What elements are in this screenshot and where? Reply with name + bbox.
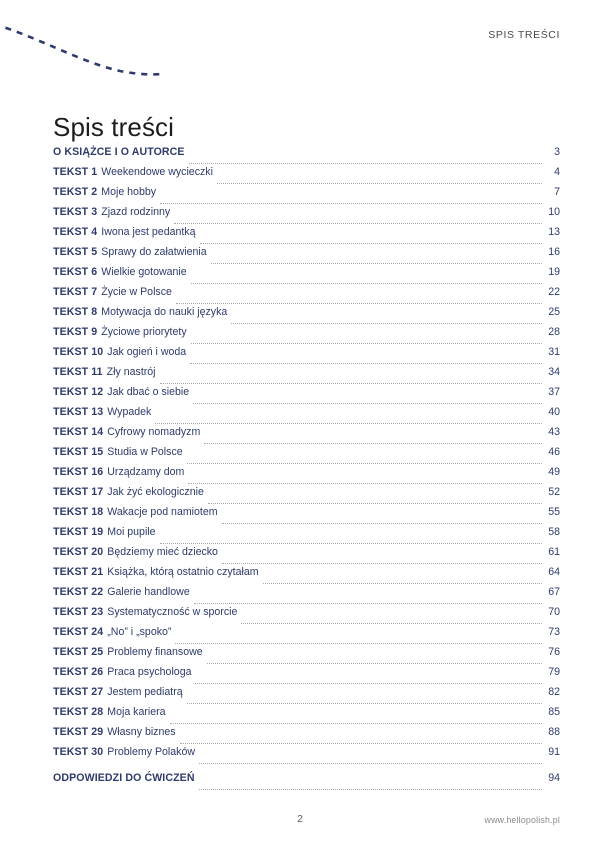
toc-entry-label: TEKST 10 — [53, 346, 104, 358]
toc-entry-title: Zjazd rodzinny — [101, 206, 171, 218]
toc-entry[interactable] — [53, 466, 560, 486]
toc-dot-leader — [180, 742, 542, 744]
toc-entry-page-number: 37 — [548, 386, 560, 398]
footer-website: www.hellopolish.pl — [484, 815, 560, 825]
toc-entry-label: TEKST 1 — [53, 166, 98, 178]
toc-dot-leader — [187, 462, 542, 464]
toc-entry-label: TEKST 17 — [53, 486, 104, 498]
toc-entry[interactable] — [53, 166, 560, 186]
toc-entry-label: TEKST 12 — [53, 386, 104, 398]
toc-dot-leader — [194, 602, 542, 604]
toc-entry[interactable] — [53, 226, 560, 246]
toc-entry-title: Moja kariera — [107, 706, 166, 718]
toc-entry-label: TEKST 22 — [53, 586, 104, 598]
toc-entry-title: Systematyczność w sporcie — [107, 606, 238, 618]
toc-dot-leader — [160, 382, 542, 384]
toc-dot-leader — [222, 522, 542, 524]
toc-entry-label: TEKST 26 — [53, 666, 104, 678]
toc-entry-page-number: 3 — [554, 146, 560, 158]
toc-entry-label: TEKST 29 — [53, 726, 104, 738]
toc-entry[interactable] — [53, 266, 560, 286]
toc-entry[interactable] — [53, 726, 560, 746]
toc-entry[interactable] — [53, 706, 560, 726]
toc-entry-page-number: 31 — [548, 346, 560, 358]
toc-entry-page-number: 91 — [548, 746, 560, 758]
toc-entry[interactable] — [53, 426, 560, 446]
toc-entry[interactable] — [53, 306, 560, 326]
toc-entry-title: Jestem pediatrą — [107, 686, 183, 698]
toc-entry-label: TEKST 18 — [53, 506, 104, 518]
toc-dot-leader — [222, 562, 542, 564]
toc-entry-label: TEKST 14 — [53, 426, 104, 438]
toc-entry[interactable] — [53, 606, 560, 626]
toc-entry-page-number: 28 — [548, 326, 560, 338]
toc-entry-page-number: 16 — [548, 246, 560, 258]
toc-entry-label: TEKST 19 — [53, 526, 104, 538]
toc-dot-leader — [211, 262, 542, 264]
toc-entry-label: TEKST 4 — [53, 226, 98, 238]
toc-entry-page-number: 46 — [548, 446, 560, 458]
toc-entry-label: O KSIĄŻCE I O AUTORCE — [53, 146, 185, 158]
toc-entry-label: TEKST 2 — [53, 186, 98, 198]
toc-entry[interactable] — [53, 566, 560, 586]
toc-entry[interactable] — [53, 146, 560, 166]
table-of-contents — [53, 146, 560, 792]
toc-entry-label: ODPOWIEDZI DO ĆWICZEŃ — [53, 772, 195, 784]
toc-dot-leader — [217, 182, 542, 184]
toc-entry-page-number: 7 — [554, 186, 560, 198]
toc-entry[interactable] — [53, 626, 560, 646]
toc-entry-title: Moje hobby — [101, 186, 157, 198]
toc-entry-title: Jak żyć ekologicznie — [107, 486, 204, 498]
toc-entry[interactable] — [53, 186, 560, 206]
toc-dot-leader — [175, 642, 542, 644]
toc-dot-leader — [190, 362, 542, 364]
toc-entry-title: Galerie handlowe — [107, 586, 190, 598]
toc-dot-leader — [160, 202, 542, 204]
toc-entry[interactable] — [53, 366, 560, 386]
toc-entry[interactable] — [53, 446, 560, 466]
toc-entry-title: Problemy Polaków — [107, 746, 195, 758]
toc-entry-title: Życie w Polsce — [101, 286, 172, 298]
toc-dot-leader — [176, 302, 542, 304]
toc-dot-leader — [241, 622, 542, 624]
toc-dot-leader — [199, 788, 542, 790]
toc-entry-title: Książka, którą ostatnio czytałam — [107, 566, 259, 578]
toc-dot-leader — [204, 442, 542, 444]
toc-entry[interactable] — [53, 546, 560, 566]
toc-entry-label: TEKST 28 — [53, 706, 104, 718]
toc-entry-page-number: 55 — [548, 506, 560, 518]
toc-entry[interactable] — [53, 646, 560, 666]
toc-entry-label: TEKST 16 — [53, 466, 104, 478]
toc-entry-title: Wakacje pod namiotem — [107, 506, 218, 518]
toc-entry-title: Urządzamy dom — [107, 466, 185, 478]
page-title: Spis treści — [53, 112, 175, 143]
toc-dot-leader — [191, 282, 542, 284]
toc-entry[interactable] — [53, 686, 560, 706]
toc-entry-label: TEKST 9 — [53, 326, 98, 338]
toc-entry-page-number: 70 — [548, 606, 560, 618]
toc-entry-page-number: 52 — [548, 486, 560, 498]
toc-entry-title: Jak ogień i woda — [107, 346, 187, 358]
toc-entry-title: Życiowe priorytety — [101, 326, 187, 338]
toc-entry-title: Problemy finansowe — [107, 646, 203, 658]
toc-entry-page-number: 19 — [548, 266, 560, 278]
toc-dot-leader — [160, 542, 542, 544]
toc-entry-page-number: 10 — [548, 206, 560, 218]
running-header: SPIS TREŚCI — [488, 29, 560, 41]
toc-entry[interactable] — [53, 526, 560, 546]
toc-entry-label: TEKST 21 — [53, 566, 104, 578]
toc-entry-title: „No” i „spoko” — [107, 626, 172, 638]
decorative-dashed-curve-icon — [0, 0, 200, 100]
toc-entry-page-number: 22 — [548, 286, 560, 298]
toc-entry-page-number: 88 — [548, 726, 560, 738]
toc-entry-title: Sprawy do załatwienia — [101, 246, 207, 258]
toc-entry-page-number: 94 — [548, 772, 560, 784]
toc-entry[interactable] — [53, 286, 560, 306]
toc-entry-page-number: 73 — [548, 626, 560, 638]
toc-entry[interactable] — [53, 586, 560, 606]
toc-entry-label: TEKST 25 — [53, 646, 104, 658]
toc-entry[interactable] — [53, 666, 560, 686]
toc-entry-title: Własny biznes — [107, 726, 176, 738]
toc-entry[interactable] — [53, 386, 560, 406]
toc-entry-label: TEKST 23 — [53, 606, 104, 618]
toc-entry-page-number: 43 — [548, 426, 560, 438]
toc-entry-page-number: 85 — [548, 706, 560, 718]
toc-dot-leader — [231, 322, 542, 324]
toc-entry[interactable] — [53, 772, 560, 792]
toc-entry[interactable] — [53, 206, 560, 226]
footer-page-number: 2 — [297, 813, 303, 825]
toc-entry-title: Wielkie gotowanie — [101, 266, 187, 278]
toc-entry-title: Iwona jest pedantką — [101, 226, 196, 238]
toc-dot-leader — [189, 162, 542, 164]
toc-dot-leader — [200, 242, 543, 244]
toc-entry-title: Motywacja do nauki języka — [101, 306, 228, 318]
toc-entry-title: Moi pupile — [107, 526, 156, 538]
toc-entry-page-number: 61 — [548, 546, 560, 558]
toc-dot-leader — [199, 762, 542, 764]
toc-entry[interactable] — [53, 326, 560, 346]
toc-dot-leader — [193, 402, 542, 404]
toc-dot-leader — [263, 582, 542, 584]
toc-entry-title: Weekendowe wycieczki — [101, 166, 213, 178]
toc-dot-leader — [187, 702, 542, 704]
toc-entry-label: TEKST 5 — [53, 246, 98, 258]
toc-dot-leader — [195, 682, 542, 684]
toc-entry-title: Cyfrowy nomadyzm — [107, 426, 201, 438]
toc-entry-label: TEKST 15 — [53, 446, 104, 458]
toc-entry-page-number: 13 — [548, 226, 560, 238]
toc-entry-page-number: 67 — [548, 586, 560, 598]
toc-entry-label: TEKST 27 — [53, 686, 104, 698]
toc-entry[interactable] — [53, 406, 560, 426]
toc-entry-page-number: 58 — [548, 526, 560, 538]
toc-dot-leader — [174, 222, 542, 224]
toc-dot-leader — [191, 342, 542, 344]
toc-dot-leader — [188, 482, 542, 484]
toc-dot-leader — [208, 502, 542, 504]
toc-entry[interactable] — [53, 346, 560, 366]
toc-entry[interactable] — [53, 746, 560, 766]
toc-entry-label: TEKST 7 — [53, 286, 98, 298]
toc-entry-label: TEKST 24 — [53, 626, 104, 638]
toc-entry-title: Będziemy mieć dziecko — [107, 546, 218, 558]
toc-entry[interactable] — [53, 506, 560, 526]
toc-entry-page-number: 82 — [548, 686, 560, 698]
toc-entry-title: Studia w Polsce — [107, 446, 183, 458]
toc-entry-page-number: 49 — [548, 466, 560, 478]
toc-entry-label: TEKST 20 — [53, 546, 104, 558]
toc-entry-label: TEKST 13 — [53, 406, 104, 418]
toc-entry-label: TEKST 11 — [53, 366, 103, 378]
toc-dot-leader — [207, 662, 542, 664]
toc-entry-title: Jak dbać o siebie — [107, 386, 190, 398]
toc-dot-leader — [170, 722, 542, 724]
toc-entry-label: TEKST 8 — [53, 306, 98, 318]
toc-entry-title: Praca psychologa — [107, 666, 192, 678]
toc-entry-label: TEKST 3 — [53, 206, 98, 218]
toc-entry-page-number: 25 — [548, 306, 560, 318]
toc-entry[interactable] — [53, 486, 560, 506]
toc-entry[interactable] — [53, 246, 560, 266]
toc-entry-label: TEKST 6 — [53, 266, 98, 278]
toc-entry-page-number: 34 — [548, 366, 560, 378]
toc-entry-page-number: 76 — [548, 646, 560, 658]
toc-entry-page-number: 64 — [548, 566, 560, 578]
toc-entry-page-number: 40 — [548, 406, 560, 418]
toc-entry-title: Wypadek — [107, 406, 152, 418]
toc-entry-page-number: 4 — [554, 166, 560, 178]
toc-entry-title: Zły nastrój — [106, 366, 156, 378]
toc-dot-leader — [155, 422, 542, 424]
toc-entry-page-number: 79 — [548, 666, 560, 678]
toc-entry-label: TEKST 30 — [53, 746, 104, 758]
